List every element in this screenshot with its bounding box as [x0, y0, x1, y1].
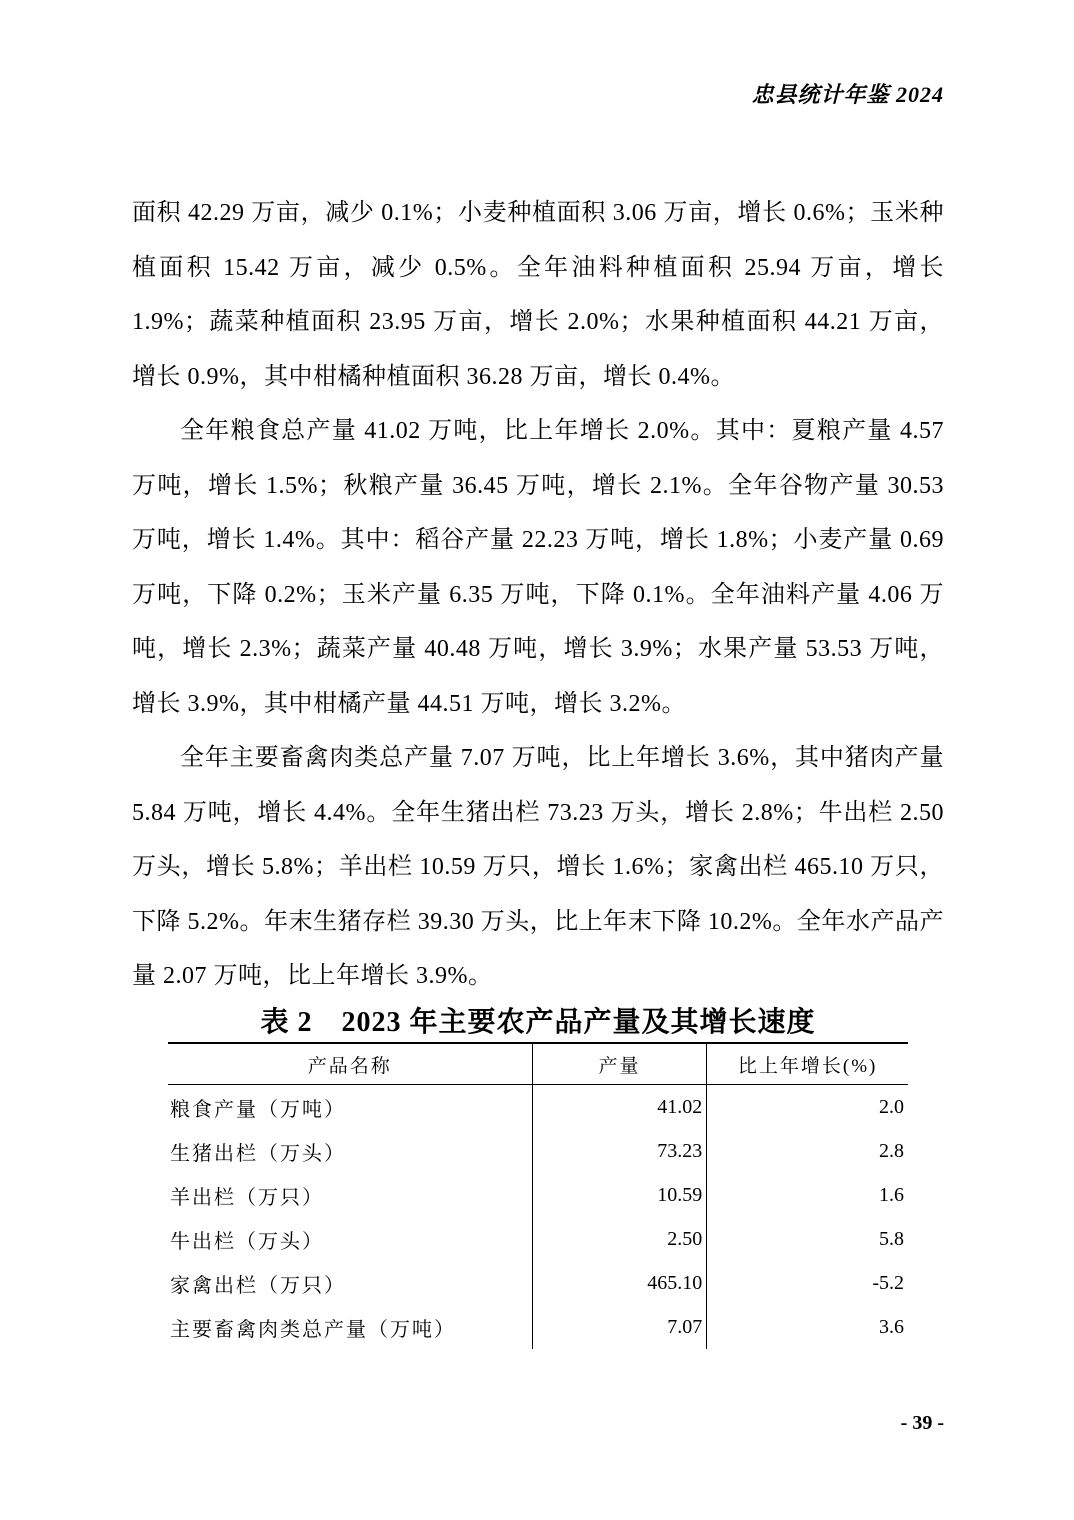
row-product-name: 生猪出栏（万头）: [170, 1142, 346, 1165]
row-product-name: 主要畜禽肉类总产量（万吨）: [170, 1318, 456, 1341]
row-product-name: 牛出栏（万头）: [170, 1230, 324, 1253]
header-product-name: 产品名称: [168, 1043, 532, 1085]
row-product-name: 羊出栏（万只）: [170, 1186, 324, 1209]
table-row: [168, 1173, 908, 1217]
row-output: 41.02: [532, 1085, 707, 1130]
page-number: - 39 -: [900, 1412, 944, 1434]
agri-products-table: [168, 1042, 908, 1349]
table-title: 表 2 2023 年主要农产品产量及其增长速度: [260, 1007, 816, 1038]
table-row: [168, 1305, 908, 1349]
table-row: [168, 1085, 908, 1130]
row-output: 7.07: [532, 1305, 707, 1349]
body-text: [132, 186, 944, 1004]
row-growth: 1.6: [707, 1173, 908, 1217]
paragraph-planting-area: 面积 42.29 万亩，减少 0.1%；小麦种植面积 3.06 万亩，增长 0.6%；玉米种植面积 15.42 万亩，减少 0.5%。全年油料种植面积 25.94 万亩，增长 1.9%；蔬菜种植面积 23.95 万亩，增长 2.0%；水果种植面积 44.21 万亩，增长 0.9%，其中柑橘种植面积 36.28 万亩，增长 0.4%。: [132, 200, 944, 390]
row-output: 73.23: [532, 1129, 707, 1173]
row-output: 10.59: [532, 1173, 707, 1217]
row-growth: 2.0: [707, 1085, 908, 1130]
table-row: [168, 1217, 908, 1261]
row-product-name: 家禽出栏（万只）: [170, 1274, 346, 1297]
row-product-name: 粮食产量（万吨）: [170, 1098, 346, 1121]
paragraph-grain-output: 全年粮食总产量 41.02 万吨，比上年增长 2.0%。其中：夏粮产量 4.57 万吨，增长 1.5%；秋粮产量 36.45 万吨，增长 2.1%。全年谷物产量 30.53 万吨，增长 1.4%。其中：稻谷产量 22.23 万吨，增长 1.8%；小麦产量 0.69 万吨，下降 0.2%；玉米产量 6.35 万吨，下降 0.1%。全年油料产量 4.06 万吨，增长 2.3%；蔬菜产量 40.48 万吨，增长 3.9%；水果产量 53.53 万吨，增长 3.9%，其中柑橘产量 44.51 万吨，增长 3.2%。: [132, 418, 944, 717]
table-row: [168, 1129, 908, 1173]
table-row: [168, 1261, 908, 1305]
table-header-row: [168, 1043, 908, 1085]
paragraph-livestock-output: 全年主要畜禽肉类总产量 7.07 万吨，比上年增长 3.6%，其中猪肉产量 5.84 万吨，增长 4.4%。全年生猪出栏 73.23 万头，增长 2.8%；牛出栏 2.50 万头，增长 5.8%；羊出栏 10.59 万只，增长 1.6%；家禽出栏 465.10 万只，下降 5.2%。年末生猪存栏 39.30 万头，比上年末下降 10.2%。全年水产品产量 2.07 万吨，比上年增长 3.9%。: [132, 745, 944, 989]
header-output: 产量: [532, 1043, 707, 1085]
row-growth: 3.6: [707, 1305, 908, 1349]
row-growth: 2.8: [707, 1129, 908, 1173]
row-growth: 5.8: [707, 1217, 908, 1261]
row-growth: -5.2: [707, 1261, 908, 1305]
running-header-title: 忠县统计年鉴 2024: [751, 82, 944, 107]
header-growth: 比上年增长(%): [707, 1043, 908, 1085]
row-output: 465.10: [532, 1261, 707, 1305]
row-output: 2.50: [532, 1217, 707, 1261]
